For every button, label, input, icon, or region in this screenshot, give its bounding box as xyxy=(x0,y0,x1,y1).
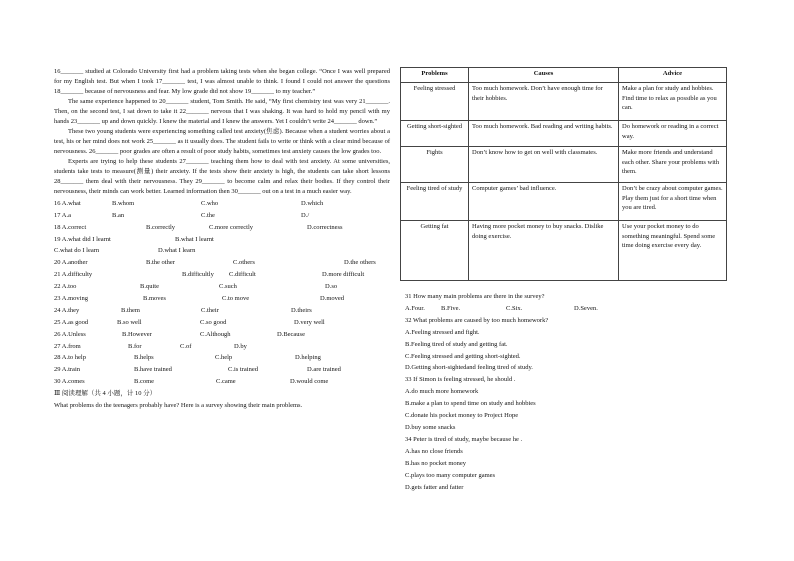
option[interactable]: A.Feeling stressed and fight. xyxy=(405,328,480,336)
option[interactable]: B.Feeling tired of study and getting fat. xyxy=(405,340,508,348)
reading-questions xyxy=(405,291,725,493)
option[interactable]: C.more correctly xyxy=(209,223,254,231)
option[interactable]: 22 A.too xyxy=(54,283,77,291)
options-row-18 xyxy=(54,221,390,233)
option[interactable]: C.who xyxy=(201,199,219,207)
options-row-26 xyxy=(54,328,390,340)
option[interactable]: 19 A.what did I learnt xyxy=(54,235,111,243)
options-row-28 xyxy=(54,352,390,364)
cause-cell: Computer games’ bad influence. xyxy=(469,183,619,221)
passage-paragraph-3: These two young students were experiencing something called test anxiety(焦虑). Because when a student worries about a test, his or her mind does not work 25_______ as it usually does. The student fails to write or think with a clear mind because of nervousness. 26_______ poor grades are often a result of poor study habits, sometimes test anxiety causes the low grades too. xyxy=(54,128,390,155)
option[interactable]: B.an xyxy=(112,211,125,219)
question-33: 33 If Simon is feeling stressed, he should . xyxy=(405,376,516,384)
option[interactable]: D.the others xyxy=(344,259,376,267)
option[interactable]: 25 A.as good xyxy=(54,318,89,326)
option[interactable]: C.their xyxy=(201,306,219,314)
option[interactable]: 18 A.correct xyxy=(54,223,87,231)
option[interactable]: 20 A.another xyxy=(54,259,88,267)
option[interactable]: 30 A.comes xyxy=(54,378,85,386)
problem-cell: Feeling stressed xyxy=(401,83,469,121)
cause-cell: Too much homework. Don’t have enough time for their hobbies. xyxy=(469,83,619,121)
option[interactable]: C.donate his pocket money to Project Hope xyxy=(405,412,519,420)
option[interactable]: B.have trained xyxy=(134,366,172,374)
option[interactable]: B.helps xyxy=(134,354,154,362)
advice-cell: Make a plan for study and hobbies. Find time to relax as possible as you can. xyxy=(619,83,727,121)
options-row-22 xyxy=(54,280,390,292)
option[interactable]: B.difficultly xyxy=(182,271,214,279)
option[interactable]: C.others xyxy=(233,259,255,267)
problem-cell: Getting fat xyxy=(401,221,469,281)
passage-paragraph-1: 16_______ studied at Colorado University first had a problem taking tests when she began college. “Once I was well prepared for my English test. But when I took 17_______ test, I was almost unable to think. I found I could not answer the questions 18_______ because of nervousness and fear. My low grade did not show 19_______ to my teacher.” xyxy=(54,68,390,95)
problem-cell: Fights xyxy=(401,147,469,183)
section-title: Ⅲ 阅读理解（共 4 小题，计 10 分） xyxy=(54,390,157,398)
option[interactable]: 21 A.difficulty xyxy=(54,271,93,279)
option[interactable]: D.Seven. xyxy=(574,304,598,312)
option[interactable]: B.whom xyxy=(112,199,135,207)
options-row-17 xyxy=(54,209,390,221)
option[interactable]: D.buy some snacks xyxy=(405,423,456,431)
options-row-25 xyxy=(54,316,390,328)
options-row-19a xyxy=(54,233,390,245)
passage-paragraph-2: The same experience happened to 20_______ student, Tom Smith. He said, “My first chemistry test was very 21_______. Then, on the second test, I sat down to take it 22_______ nervous that I was shaking. It was hard to hold my pencil with my hands 23_______ up and down quickly. I knew the material and I knew the answers. Yet I couldn’t write 24_______ down.” xyxy=(54,98,390,125)
cloze-options xyxy=(54,197,390,411)
options-row-30 xyxy=(54,375,390,387)
option[interactable]: C.plays too many computer games xyxy=(405,471,496,479)
option[interactable]: B.moves xyxy=(143,295,166,303)
option[interactable]: 28 A.to help xyxy=(54,354,86,362)
option[interactable]: D.very well xyxy=(294,318,325,326)
options-row-16 xyxy=(54,197,390,209)
option[interactable]: C.help xyxy=(215,354,233,362)
reading-intro: What problems do the teenagers probably have? Here is a survey showing their main problems. xyxy=(54,402,303,410)
option[interactable]: B.make a plan to spend time on study and hobbies xyxy=(405,400,536,408)
table-row xyxy=(401,147,727,183)
option[interactable]: C.the xyxy=(201,211,215,219)
option[interactable]: D.helping xyxy=(295,354,321,362)
option[interactable]: C.is trained xyxy=(228,366,258,374)
passage-paragraph-4: Experts are trying to help these students 27_______ teaching them how to deal with test anxiety. At some universities, students take tests to measure(测量) their anxiety. If the tests show their anxiety is high, the students can take short lessons 28_______ them deal with their nervousness. They 29_______ to become calm and relax their bodies. If they control their nervousness, their minds can work better. Learned information then 30_______ out on a test in a much easier way. xyxy=(54,158,390,195)
option[interactable]: D.so xyxy=(325,283,338,291)
option[interactable]: B.what I learnt xyxy=(175,235,214,243)
advice-cell: Use your pocket money to do something meaningful. Spend some time doing exercise every day. xyxy=(619,221,727,281)
advice-cell: Make more friends and understand each other. Share your problems with them. xyxy=(619,147,727,183)
cause-cell: Too much homework. Bad reading and writing habits. xyxy=(469,121,619,147)
option[interactable]: A.do much more homework xyxy=(405,388,479,396)
options-row-19b xyxy=(54,245,390,257)
option[interactable]: A.has no close friends xyxy=(405,447,463,455)
option[interactable]: D.Getting short-sightedand feeling tired of study. xyxy=(405,364,533,372)
option[interactable]: D.moved xyxy=(320,295,345,303)
option[interactable]: D.theirs xyxy=(291,306,312,314)
option[interactable]: B.them xyxy=(121,306,140,314)
option[interactable]: C.what do I learn xyxy=(54,247,100,255)
option[interactable]: B.come xyxy=(134,378,155,386)
option[interactable]: 29 A.train xyxy=(54,366,80,374)
option[interactable]: C.Although xyxy=(200,330,231,338)
options-row-21 xyxy=(54,268,390,280)
option[interactable]: B.correctly xyxy=(146,223,176,231)
table-row xyxy=(401,83,727,121)
option[interactable]: C.to move xyxy=(222,295,250,303)
survey-table xyxy=(400,67,727,281)
options-row-27 xyxy=(54,340,390,352)
options-row-29 xyxy=(54,363,390,375)
option[interactable]: D.would come xyxy=(290,378,329,386)
cause-cell: Having more pocket money to buy snacks. Dislike doing exercise. xyxy=(469,221,619,281)
option[interactable]: C.of xyxy=(180,342,192,350)
option[interactable]: B.so well xyxy=(117,318,142,326)
header-problems: Problems xyxy=(401,68,469,83)
option[interactable]: D.what I learn xyxy=(158,247,196,255)
cause-cell: Don’t know how to get on well with classmates. xyxy=(469,147,619,183)
option[interactable]: D./ xyxy=(301,211,310,219)
options-row-23 xyxy=(54,292,390,304)
option[interactable]: D.Because xyxy=(277,330,305,338)
option[interactable]: 26 A.Unless xyxy=(54,330,86,338)
option[interactable]: C.so good xyxy=(200,318,227,326)
option[interactable]: C.such xyxy=(219,283,237,291)
option[interactable]: B.the other xyxy=(146,259,175,267)
options-row-20 xyxy=(54,256,390,268)
option[interactable]: 27 A.from xyxy=(54,342,81,350)
table-row xyxy=(401,183,727,221)
problem-cell: Feeling tired of study xyxy=(401,183,469,221)
advice-cell: Do homework or reading in a correct way. xyxy=(619,121,727,147)
problem-cell: Getting short-sighted xyxy=(401,121,469,147)
option[interactable]: D.correctness xyxy=(307,223,343,231)
option[interactable]: B.However xyxy=(122,330,152,338)
option[interactable]: D.are trained xyxy=(307,366,341,374)
option[interactable]: 23 A.moving xyxy=(54,295,88,303)
header-causes: Causes xyxy=(469,68,619,83)
table-header-row xyxy=(401,68,727,83)
question-32: 32 What problems are caused by too much homework? xyxy=(405,316,549,324)
table-row xyxy=(401,121,727,147)
option[interactable]: B.quite xyxy=(140,283,159,291)
option[interactable]: 17 A.a xyxy=(54,211,71,219)
option[interactable]: 16 A.what xyxy=(54,199,81,207)
option[interactable]: C.came xyxy=(216,378,236,386)
option[interactable]: B.for xyxy=(128,342,142,350)
option[interactable]: D.which xyxy=(301,199,324,207)
option[interactable]: C.Feeling stressed and getting short-sighted. xyxy=(405,352,521,360)
options-row-24 xyxy=(54,304,390,316)
option[interactable]: B.has no pocket money xyxy=(405,459,467,467)
survey-table-container xyxy=(400,67,727,281)
option[interactable]: 24 A.they xyxy=(54,306,80,314)
question-31-options xyxy=(405,303,725,315)
option[interactable]: C.Six. xyxy=(506,304,523,312)
question-34: 34 Peter is tired of study, maybe because he . xyxy=(405,435,523,443)
option[interactable]: A.Four. xyxy=(405,304,425,312)
option[interactable]: D.by xyxy=(234,342,247,350)
table-row xyxy=(401,221,727,281)
cloze-section xyxy=(54,67,390,411)
option[interactable]: B.Five. xyxy=(441,304,461,312)
option[interactable]: D.gets fatter and fatter xyxy=(405,483,464,491)
option[interactable]: D.more difficult xyxy=(322,271,365,279)
option[interactable]: C.difficult xyxy=(229,271,256,279)
question-31: 31 How many main problems are there in the survey? xyxy=(405,293,545,300)
advice-cell: Don’t be crazy about computer games. Play them just for a short time when you are tired. xyxy=(619,183,727,221)
header-advice: Advice xyxy=(619,68,727,83)
